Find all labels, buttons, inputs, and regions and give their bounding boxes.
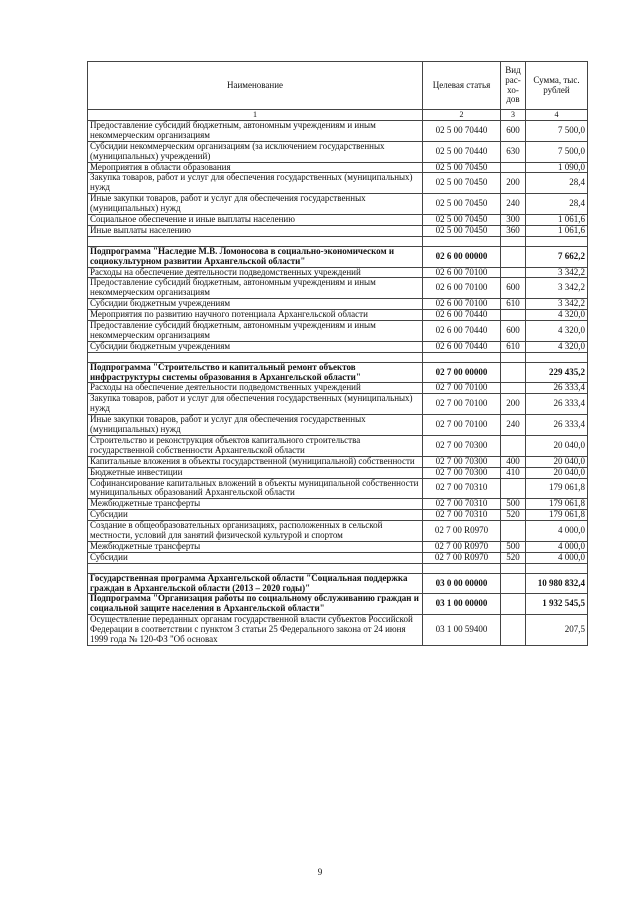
row-expense-type: 520 <box>501 552 526 563</box>
row-sum: 1 932 545,5 <box>526 594 588 615</box>
row-target-code: 02 6 00 70440 <box>423 341 501 352</box>
table-row <box>88 615 588 646</box>
row-expense-type: 520 <box>501 510 526 521</box>
column-index: 1 <box>88 110 423 121</box>
spacer-cell <box>423 352 501 362</box>
row-expense-type: 300 <box>501 215 526 226</box>
spacer-cell <box>526 352 588 362</box>
spacer-cell <box>423 236 501 246</box>
page-number: 9 <box>317 867 323 877</box>
row-expense-type: 610 <box>501 299 526 310</box>
row-name: Бюджетные инвестиции <box>88 467 423 478</box>
header-sum: Сумма, тыс. рублей <box>526 62 588 110</box>
row-name: Закупка товаров, работ и услуг для обеспечения государственных (муниципальных) нужд <box>88 173 423 194</box>
row-target-code: 02 5 00 70450 <box>423 162 501 173</box>
header-name: Наименование <box>88 62 423 110</box>
row-target-code: 02 7 00 70300 <box>423 435 501 456</box>
row-expense-type: 400 <box>501 456 526 467</box>
row-sum: 1 061,6 <box>526 215 588 226</box>
table-row <box>88 456 588 467</box>
table-row <box>88 435 588 456</box>
row-name: Субсидии <box>88 510 423 521</box>
row-expense-type: 500 <box>501 541 526 552</box>
row-target-code: 02 5 00 70450 <box>423 225 501 236</box>
header-target: Целевая статья <box>423 62 501 110</box>
row-sum: 1 061,6 <box>526 225 588 236</box>
row-sum: 28,4 <box>526 173 588 194</box>
row-target-code: 02 6 00 70440 <box>423 321 501 342</box>
spacer-row <box>88 236 588 246</box>
row-target-code: 02 6 00 70100 <box>423 299 501 310</box>
row-sum: 3 342,2 <box>526 267 588 278</box>
row-sum: 4 000,0 <box>526 521 588 542</box>
program-row <box>88 594 588 615</box>
spacer-cell <box>501 352 526 362</box>
row-expense-type <box>501 521 526 542</box>
row-expense-type <box>501 478 526 499</box>
row-sum: 7 500,0 <box>526 141 588 162</box>
row-sum: 20 040,0 <box>526 467 588 478</box>
row-name: Мероприятия по развитию научного потенциала Архангельской области <box>88 310 423 321</box>
row-expense-type: 240 <box>501 194 526 215</box>
table-row <box>88 225 588 236</box>
table-row <box>88 415 588 436</box>
table-row <box>88 467 588 478</box>
row-expense-type: 500 <box>501 499 526 510</box>
row-name: Софинансирование капитальных вложений в объекты муниципальной собственности муниципальных образований Архангельской области <box>88 478 423 499</box>
row-name: Предоставление субсидий бюджетным, автономным учреждениям и иным некоммерческим организациям <box>88 121 423 142</box>
row-name: Подпрограмма "Наследие М.В. Ломоносова в социально-экономическом и социокультурном развитии Архангельской области" <box>88 246 423 267</box>
row-expense-type: 600 <box>501 121 526 142</box>
row-name: Осуществление переданных органам государственной власти субъектов Российской Федерации в соответствии с пунктом 3 статьи 25 Федерального закона от 24 июня 1999 года № 120-ФЗ "Об основах <box>88 615 423 646</box>
row-sum: 1 090,0 <box>526 162 588 173</box>
row-name: Государственная программа Архангельской области "Социальная поддержка граждан в Архангельской области (2013 – 2020 годы)" <box>88 573 423 594</box>
row-name: Предоставление субсидий бюджетным, автономным учреждениям и иным некоммерческим организациям <box>88 278 423 299</box>
spacer-cell <box>88 563 423 573</box>
budget-table <box>87 61 588 646</box>
row-target-code: 02 7 00 70310 <box>423 510 501 521</box>
row-target-code: 02 7 00 70310 <box>423 478 501 499</box>
table-row <box>88 541 588 552</box>
row-sum: 28,4 <box>526 194 588 215</box>
table-row <box>88 394 588 415</box>
column-index: 2 <box>423 110 501 121</box>
row-name: Строительство и реконструкция объектов капитального строительства государственной собственности Архангельской области <box>88 435 423 456</box>
row-target-code: 02 7 00 70300 <box>423 456 501 467</box>
row-expense-type: 600 <box>501 278 526 299</box>
row-name: Субсидии бюджетным учреждениям <box>88 299 423 310</box>
column-index: 3 <box>501 110 526 121</box>
row-target-code: 02 5 00 70450 <box>423 173 501 194</box>
row-target-code: 02 7 00 R0970 <box>423 541 501 552</box>
row-expense-type: 610 <box>501 341 526 352</box>
row-sum: 4 000,0 <box>526 552 588 563</box>
column-index-row <box>88 110 588 121</box>
spacer-cell <box>501 563 526 573</box>
row-sum: 7 500,0 <box>526 121 588 142</box>
row-name: Подпрограмма "Строительство и капитальный ремонт объектов инфраструктуры системы образования в Архангельской области" <box>88 362 423 383</box>
program-row <box>88 573 588 594</box>
row-expense-type: 240 <box>501 415 526 436</box>
row-target-code: 02 7 00 70100 <box>423 383 501 394</box>
row-sum: 179 061,8 <box>526 510 588 521</box>
table-row <box>88 310 588 321</box>
row-expense-type <box>501 267 526 278</box>
spacer-cell <box>501 236 526 246</box>
row-expense-type: 600 <box>501 321 526 342</box>
row-target-code: 03 1 00 00000 <box>423 594 501 615</box>
row-sum: 4 320,0 <box>526 321 588 342</box>
table-row <box>88 299 588 310</box>
row-expense-type: 200 <box>501 173 526 194</box>
spacer-cell <box>526 236 588 246</box>
header-type: Вид рас-хо-дов <box>501 62 526 110</box>
row-expense-type: 360 <box>501 225 526 236</box>
row-target-code: 02 7 00 R0970 <box>423 552 501 563</box>
row-expense-type <box>501 435 526 456</box>
row-sum: 26 333,4 <box>526 415 588 436</box>
table-row <box>88 521 588 542</box>
row-name: Субсидии <box>88 552 423 563</box>
table-row <box>88 278 588 299</box>
table-row <box>88 321 588 342</box>
table-row <box>88 383 588 394</box>
row-sum: 3 342,2 <box>526 299 588 310</box>
row-expense-type <box>501 246 526 267</box>
row-sum: 207,5 <box>526 615 588 646</box>
row-name: Мероприятия в области образования <box>88 162 423 173</box>
spacer-cell <box>88 352 423 362</box>
row-target-code: 02 7 00 70310 <box>423 499 501 510</box>
table-row <box>88 478 588 499</box>
row-name: Субсидии некоммерческим организациям (за исключением государственных (муниципальных) учреждений) <box>88 141 423 162</box>
table-row <box>88 141 588 162</box>
row-target-code: 02 6 00 70440 <box>423 310 501 321</box>
row-name: Межбюджетные трансферты <box>88 541 423 552</box>
row-target-code: 02 7 00 00000 <box>423 362 501 383</box>
row-expense-type: 200 <box>501 394 526 415</box>
row-sum: 3 342,2 <box>526 278 588 299</box>
row-sum: 10 980 832,4 <box>526 573 588 594</box>
row-name: Капитальные вложения в объекты государственной (муниципальной) собственности <box>88 456 423 467</box>
row-target-code: 02 7 00 70100 <box>423 415 501 436</box>
row-name: Предоставление субсидий бюджетным, автономным учреждениям и иным некоммерческим организациям <box>88 321 423 342</box>
table-row <box>88 552 588 563</box>
table-row <box>88 499 588 510</box>
row-name: Создание в общеобразовательных организациях, расположенных в сельской местности, условий для занятий физической культурой и спортом <box>88 521 423 542</box>
header-row <box>88 62 588 110</box>
row-sum: 179 061,8 <box>526 499 588 510</box>
row-target-code: 02 7 00 R0970 <box>423 521 501 542</box>
row-expense-type <box>501 310 526 321</box>
table-row <box>88 215 588 226</box>
program-row <box>88 246 588 267</box>
table-row <box>88 510 588 521</box>
row-target-code: 02 7 00 70100 <box>423 394 501 415</box>
row-sum: 229 435,2 <box>526 362 588 383</box>
row-sum: 20 040,0 <box>526 456 588 467</box>
spacer-cell <box>88 236 423 246</box>
row-target-code: 02 6 00 70100 <box>423 267 501 278</box>
row-expense-type: 630 <box>501 141 526 162</box>
row-name: Иные закупки товаров, работ и услуг для обеспечения государственных (муниципальных) нужд <box>88 194 423 215</box>
row-expense-type <box>501 162 526 173</box>
row-expense-type: 410 <box>501 467 526 478</box>
row-expense-type <box>501 383 526 394</box>
row-name: Межбюджетные трансферты <box>88 499 423 510</box>
row-target-code: 02 5 00 70440 <box>423 141 501 162</box>
row-name: Расходы на обеспечение деятельности подведомственных учреждений <box>88 267 423 278</box>
spacer-row <box>88 563 588 573</box>
program-row <box>88 362 588 383</box>
row-name: Иные закупки товаров, работ и услуг для обеспечения государственных (муниципальных) нужд <box>88 415 423 436</box>
row-target-code: 02 6 00 00000 <box>423 246 501 267</box>
row-sum: 4 320,0 <box>526 341 588 352</box>
row-sum: 4 320,0 <box>526 310 588 321</box>
table-row <box>88 162 588 173</box>
row-name: Социальное обеспечение и иные выплаты населению <box>88 215 423 226</box>
table-row <box>88 341 588 352</box>
spacer-row <box>88 352 588 362</box>
row-sum: 7 662,2 <box>526 246 588 267</box>
row-target-code: 03 1 00 59400 <box>423 615 501 646</box>
row-target-code: 02 5 00 70450 <box>423 194 501 215</box>
spacer-cell <box>526 563 588 573</box>
row-target-code: 02 6 00 70100 <box>423 278 501 299</box>
row-target-code: 02 7 00 70300 <box>423 467 501 478</box>
table-row <box>88 194 588 215</box>
spacer-cell <box>423 563 501 573</box>
row-name: Субсидии бюджетным учреждениям <box>88 341 423 352</box>
table-row <box>88 267 588 278</box>
row-name: Закупка товаров, работ и услуг для обеспечения государственных (муниципальных) нужд <box>88 394 423 415</box>
table-row <box>88 173 588 194</box>
row-name: Иные выплаты населению <box>88 225 423 236</box>
row-sum: 179 061,8 <box>526 478 588 499</box>
row-target-code: 02 5 00 70440 <box>423 121 501 142</box>
column-index: 4 <box>526 110 588 121</box>
row-target-code: 03 0 00 00000 <box>423 573 501 594</box>
row-sum: 26 333,4 <box>526 383 588 394</box>
table-row <box>88 121 588 142</box>
row-expense-type <box>501 594 526 615</box>
row-expense-type <box>501 573 526 594</box>
row-sum: 26 333,4 <box>526 394 588 415</box>
row-expense-type <box>501 362 526 383</box>
row-name: Подпрограмма "Организация работы по социальному обслуживанию граждан и социальной защите населения в Архангельской области" <box>88 594 423 615</box>
row-sum: 20 040,0 <box>526 435 588 456</box>
row-expense-type <box>501 615 526 646</box>
row-name: Расходы на обеспечение деятельности подведомственных учреждений <box>88 383 423 394</box>
row-target-code: 02 5 00 70450 <box>423 215 501 226</box>
row-sum: 4 000,0 <box>526 541 588 552</box>
